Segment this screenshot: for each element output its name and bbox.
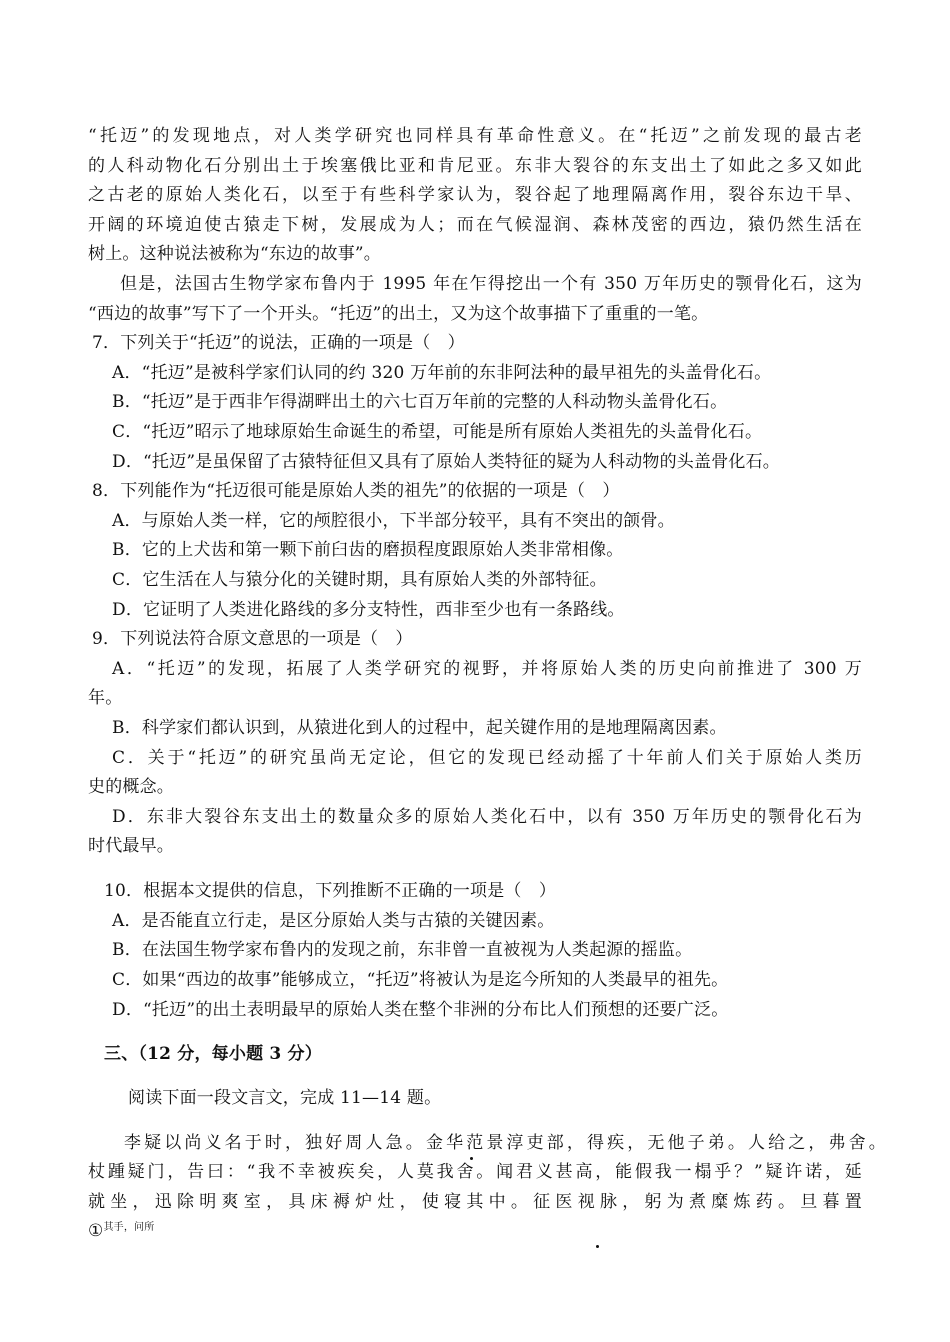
- section-instruction: 阅读下面一段文言文，完成 11—14 题。: [128, 1088, 442, 1108]
- option-8c: C．它生活在人与猿分化的关键时期，具有原始人类的外部特征。: [112, 570, 607, 590]
- option-9a-cont: 年。: [88, 688, 123, 708]
- paragraph-line: “托迈”的发现地点，对人类学研究也同样具有革命性意义。在“托迈”之前发现的最古老: [88, 126, 862, 146]
- emphasis-dot: [470, 1157, 473, 1160]
- footnote-marker: 其手，问所: [103, 1222, 155, 1233]
- classical-text-line: 李疑以尚义名于时，独好周人急。金华范景淳吏部，得疾，无他子弟。人给之，弗舍。: [124, 1133, 886, 1153]
- option-9b: B．科学家们都认识到，从猿进化到人的过程中，起关键作用的是地理隔离因素。: [112, 718, 727, 738]
- option-8b: B．它的上犬齿和第一颗下前臼齿的磨损程度跟原始人类非常相像。: [112, 540, 624, 560]
- question-8: 8．下列能作为“托迈很可能是原始人类的祖先”的依据的一项是（ ）: [92, 481, 620, 501]
- option-7c: C．“托迈”昭示了地球原始生命诞生的希望，可能是所有原始人类祖先的头盖骨化石。: [112, 422, 763, 442]
- paragraph-line: 之古老的原始人类化石，以至于有些科学家认为，裂谷起了地理隔离作用，裂谷东边干旱、: [88, 185, 862, 205]
- paragraph-line: 的人科动物化石分别出土于埃塞俄比亚和肯尼亚。东非大裂谷的东支出土了如此之多又如此: [88, 156, 862, 176]
- paragraph-line: 树上。这种说法被称为“东边的故事”。: [88, 244, 381, 264]
- classical-text-line: 就坐，迅除明爽室，具床褥炉灶，使寝其中。征医视脉，躬为煮糜炼药。旦暮置: [88, 1192, 862, 1212]
- option-9d: D．东非大裂谷东支出土的数量众多的原始人类化石中，以有 350 万年历史的颚骨化石为: [112, 807, 862, 827]
- option-8d: D．它证明了人类进化路线的多分支特性，西非至少也有一条路线。: [112, 600, 625, 620]
- paragraph-line: “西边的故事”写下了一个开头。“托迈”的出土，又为这个故事描下了重重的一笔。: [88, 304, 709, 324]
- option-7a: A．“托迈”是被科学家们认同的约 320 万年前的东非阿法种的最早祖先的头盖骨化石。: [112, 363, 772, 383]
- option-10d: D．“托迈”的出土表明最早的原始人类在整个非洲的分布比人们预想的还要广泛。: [112, 1000, 729, 1020]
- option-9d-cont: 时代最早。: [88, 836, 174, 856]
- option-7b: B．“托迈”是于西非乍得湖畔出土的六七百万年前的完整的人科动物头盖骨化石。: [112, 392, 728, 412]
- option-10a: A．是否能直立行走，是区分原始人类与古猿的关键因素。: [112, 911, 555, 931]
- paragraph-line: 开阔的环境迫使古猿走下树，发展成为人；而在气候湿润、森林茂密的西边，猿仍然生活在: [88, 215, 862, 235]
- question-9: 9．下列说法符合原文意思的一项是（ ）: [92, 629, 413, 649]
- classical-text-line: 杖踵疑门，告曰：“我不幸被疾矣，人莫我舍。闻君义甚高，能假我一榻乎？”疑许诺，延: [88, 1162, 862, 1182]
- option-10c: C．如果“西边的故事”能够成立，“托迈”将被认为是迄今所知的人类最早的祖先。: [112, 970, 729, 990]
- paragraph-line: 但是，法国古生物学家布鲁内于 1995 年在乍得挖出一个有 350 万年历史的颚骨化石，这为: [120, 274, 862, 294]
- option-10b: B．在法国生物学家布鲁内的发现之前，东非曾一直被视为人类起源的摇监。: [112, 940, 693, 960]
- question-7: 7．下列关于“托迈”的说法，正确的一项是（ ）: [92, 333, 465, 353]
- option-9c: C．关于“托迈”的研究虽尚无定论，但它的发现已经动摇了十年前人们关于原始人类历: [112, 748, 862, 768]
- question-10: 10．根据本文提供的信息，下列推断不正确的一项是（ ）: [104, 881, 557, 901]
- classical-text-line: ①$^{其手,问所}$: [88, 1221, 155, 1241]
- option-9c-cont: 史的概念。: [88, 777, 174, 797]
- option-7d: D．“托迈”是虽保留了古猿特征但又具有了原始人类特征的疑为人科动物的头盖骨化石。: [112, 452, 781, 472]
- section-heading: 三、（12 分，每小题 3 分）: [104, 1044, 322, 1064]
- option-8a: A．与原始人类一样，它的颅腔很小，下半部分较平，具有不突出的颌骨。: [112, 511, 675, 531]
- emphasis-dot: [596, 1245, 599, 1248]
- option-9a: A．“托迈”的发现，拓展了人类学研究的视野，并将原始人类的历史向前推进了 300 万: [112, 659, 862, 679]
